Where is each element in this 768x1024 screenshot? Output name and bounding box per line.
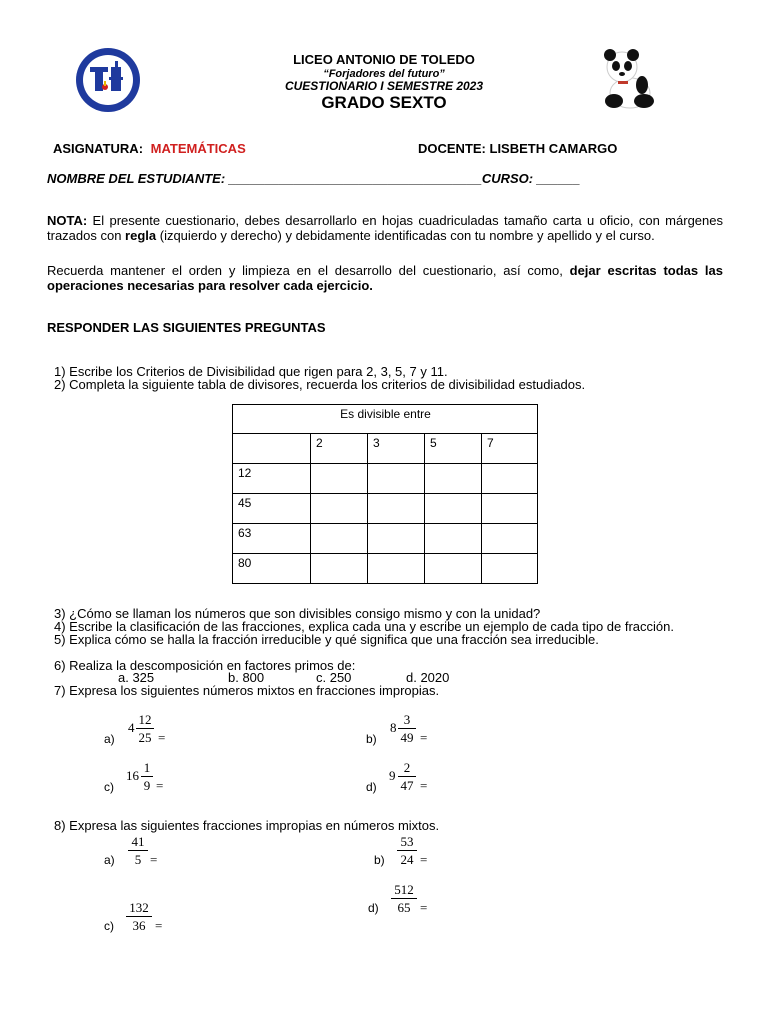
q6-option-c: c. 250	[316, 670, 352, 685]
numerator: 2	[403, 760, 411, 775]
equals-sign: =	[156, 778, 164, 793]
student-line: NOMBRE DEL ESTUDIANTE: ___________________________________CURSO: ______	[47, 171, 581, 186]
reminder-text: Recuerda mantener el orden y limpieza en el desarrollo del cuestionario, así como,	[47, 263, 570, 278]
note-paragraph	[47, 213, 723, 243]
answer-cell[interactable]	[368, 464, 425, 494]
equals-sign: =	[150, 852, 158, 867]
fraction-bar	[128, 850, 148, 851]
whole-part: 4	[128, 720, 135, 735]
denominator: 49	[400, 730, 414, 745]
grade-title: GRADO SEXTO	[321, 93, 447, 112]
numerator: 53	[400, 834, 414, 849]
equals-sign: =	[420, 778, 428, 793]
row-number: 12	[233, 464, 311, 494]
row-number: 63	[233, 524, 311, 554]
teacher-line: DOCENTE: LISBETH CAMARGO	[418, 141, 618, 156]
table-row	[233, 464, 538, 494]
answer-cell[interactable]	[368, 494, 425, 524]
q8-label-d: d)	[368, 901, 379, 915]
question-2: 2) Completa la siguiente tabla de divisores, recuerda los criterios de divisibilidad estudiados.	[54, 377, 586, 392]
note-text-1: El presente cuestionario, debes desarrollarlo en hojas cuadriculadas tamaño carta u oficio, con márgenes trazados con	[47, 213, 723, 243]
question-8: 8) Expresa las siguientes fracciones impropias en números mixtos.	[54, 818, 440, 833]
numerator: 41	[131, 834, 145, 849]
table-row	[233, 434, 538, 464]
q7-label-b: b)	[366, 732, 377, 746]
equals-sign: =	[420, 852, 428, 867]
q8-label-c: c)	[104, 919, 114, 933]
question-6: 6) Realiza la descomposición en factores primos de:	[54, 658, 356, 673]
table-row	[233, 554, 538, 584]
fraction-bar	[398, 728, 416, 729]
note-label: NOTA:	[47, 213, 88, 228]
denominator: 5	[134, 852, 142, 867]
q8-fraction-d	[391, 882, 435, 916]
denominator: 9	[143, 778, 151, 793]
note-text-2: (izquierdo y derecho) y debidamente identificadas con tu nombre y apellido y el curso.	[156, 228, 655, 243]
answer-cell[interactable]	[425, 524, 482, 554]
reminder-bold: dejar escritas todas las operaciones necesarias para resolver cada ejercicio.	[47, 263, 723, 293]
answer-cell[interactable]	[368, 554, 425, 584]
numerator: 512	[394, 882, 414, 897]
exam-title: CUESTIONARIO I SEMESTRE 2023	[284, 79, 484, 93]
question-1: 1) Escribe los Criterios de Divisibilidad que rigen para 2, 3, 5, 7 y 11.	[54, 364, 448, 379]
answer-cell[interactable]	[311, 524, 368, 554]
row-number: 80	[233, 554, 311, 584]
numerator: 3	[403, 712, 411, 727]
question-5: 5) Explica cómo se halla la fracción irreducible y qué significa que una fracción sea irreducible.	[54, 632, 599, 647]
q7-label-c: c)	[104, 780, 114, 794]
q7-fraction-a	[128, 712, 178, 746]
q8-label-a: a)	[104, 853, 115, 867]
q7-fraction-c	[126, 760, 176, 794]
fraction-bar	[391, 898, 417, 899]
denominator: 65	[397, 900, 411, 915]
answer-cell[interactable]	[425, 554, 482, 584]
q8-fraction-b	[397, 834, 437, 868]
table-cell	[233, 434, 311, 464]
equals-sign: =	[158, 730, 166, 745]
answer-cell[interactable]	[425, 494, 482, 524]
school-name: LICEO ANTONIO DE TOLEDO	[293, 52, 475, 67]
denominator: 36	[132, 918, 146, 933]
reminder-paragraph	[47, 263, 723, 293]
q8-label-b: b)	[374, 853, 385, 867]
numerator: 132	[129, 900, 149, 915]
q6-option-a: a. 325	[118, 670, 155, 685]
row-number: 45	[233, 494, 311, 524]
table-row	[233, 524, 538, 554]
q7-fraction-b	[390, 712, 440, 746]
q7-label-a: a)	[104, 732, 115, 746]
fraction-bar	[397, 850, 417, 851]
denominator: 25	[138, 730, 152, 745]
divisor-3: 3	[368, 434, 425, 464]
question-7: 7) Expresa los siguientes números mixtos en fracciones impropias.	[54, 683, 440, 698]
q8-fraction-c	[126, 900, 170, 934]
answer-cell[interactable]	[482, 494, 538, 524]
section-title: RESPONDER LAS SIGUIENTES PREGUNTAS	[47, 320, 326, 335]
fraction-bar	[141, 776, 153, 777]
school-motto: “Forjadores del futuro”	[323, 68, 445, 80]
equals-sign: =	[420, 900, 428, 915]
divisor-2: 2	[311, 434, 368, 464]
equals-sign: =	[155, 918, 163, 933]
subject-label: ASIGNATURA:	[53, 141, 144, 156]
answer-cell[interactable]	[311, 554, 368, 584]
answer-cell[interactable]	[482, 524, 538, 554]
question-3: 3) ¿Cómo se llaman los números que son divisibles consigo mismo y con la unidad?	[54, 606, 541, 621]
subject-value: MATEMÁTICAS	[150, 141, 246, 156]
fraction-bar	[126, 916, 152, 917]
question-4: 4) Escribe la clasificación de las fracciones, explica cada una y escribe un ejemplo de cada tipo de fracción.	[54, 619, 675, 634]
denominator: 24	[400, 852, 414, 867]
q6-option-d: d. 2020	[406, 670, 450, 685]
q6-option-b: b. 800	[228, 670, 265, 685]
table-row	[233, 494, 538, 524]
answer-cell[interactable]	[311, 494, 368, 524]
fraction-bar	[398, 776, 416, 777]
q7-label-d: d)	[366, 780, 377, 794]
q8-fraction-a	[128, 834, 168, 868]
numerator: 12	[138, 712, 152, 727]
answer-cell[interactable]	[482, 554, 538, 584]
subject-line	[53, 141, 246, 156]
divisor-5: 5	[425, 434, 482, 464]
whole-part: 8	[390, 720, 397, 735]
denominator: 47	[400, 778, 414, 793]
whole-part: 16	[126, 768, 139, 783]
numerator: 1	[143, 760, 151, 775]
note-bold-1: regla	[125, 228, 157, 243]
answer-cell[interactable]	[482, 464, 538, 494]
answer-cell[interactable]	[368, 524, 425, 554]
table-header: Es divisible entre	[233, 405, 538, 434]
divisibility-table	[232, 404, 538, 584]
equals-sign: =	[420, 730, 428, 745]
divisor-7: 7	[482, 434, 538, 464]
answer-cell[interactable]	[311, 464, 368, 494]
whole-part: 9	[389, 768, 396, 783]
q7-fraction-d	[389, 760, 439, 794]
fraction-bar	[136, 728, 154, 729]
answer-cell[interactable]	[425, 464, 482, 494]
